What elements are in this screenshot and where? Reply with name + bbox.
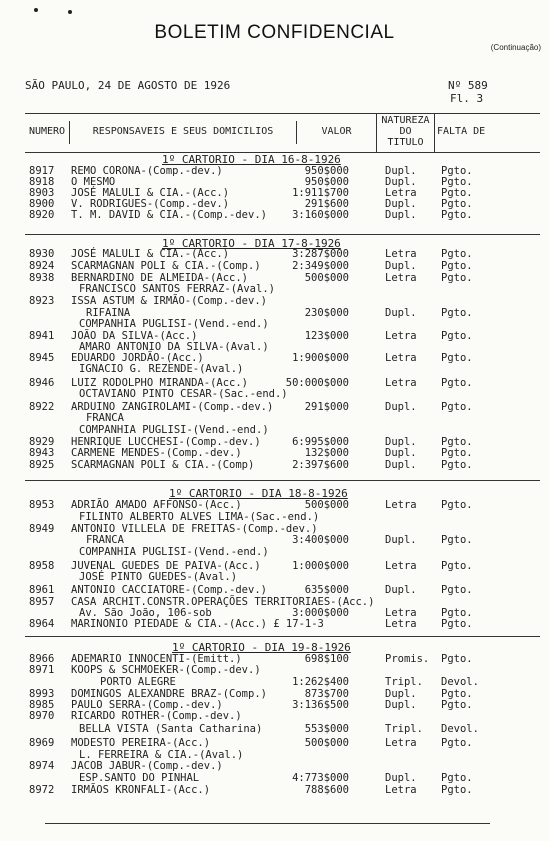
entry-reason: Pgto. [441, 607, 473, 619]
entry-responsible: EDUARDO JORDÃO-(Acc.) [71, 352, 204, 364]
entry-value: 3:136$500 [292, 699, 349, 711]
entry-reason: Pgto. [441, 307, 473, 319]
entry-value: 950$000 [304, 165, 349, 177]
entry-responsible: MODESTO PEREIRA-(Acc.) [71, 737, 211, 749]
entry-number: 8903 [29, 187, 55, 199]
entry-number: 8971 [29, 664, 55, 676]
entry-number: 8930 [29, 248, 55, 260]
entry-number: 8938 [29, 272, 55, 284]
entry-value: 230$000 [304, 307, 349, 319]
entry-number: 8925 [29, 459, 55, 471]
entry-number: 8924 [29, 260, 55, 272]
entry-reason: Pgto. [441, 198, 473, 210]
entry-reason: Pgto. [441, 187, 473, 199]
entry-reason: Pgto. [441, 330, 473, 342]
entry-nature: Letra [385, 784, 417, 796]
entry-nature: Letra [385, 377, 417, 389]
entry-value: 3:000$000 [292, 607, 349, 619]
entry-number: 8941 [29, 330, 55, 342]
entry-responsible: JUVENAL GUEDES DE PAIVA-(Acc.) [71, 560, 261, 572]
section-heading: 1º CARTORIO - DIA 19-8-1926 [172, 641, 351, 654]
entry-reason: Pgto. [441, 534, 473, 546]
section-heading: 1º CARTORIO - DIA 18-8-1926 [169, 487, 348, 500]
entry-responsible: O MESMO [71, 176, 116, 188]
entry-value: 950$000 [304, 176, 349, 188]
entry-responsible: COMPANHIA PUGLISI-(Vend.-end.) [79, 546, 269, 558]
entry-responsible: RICARDO ROTHER-(Comp.-dev.) [71, 710, 242, 722]
entry-responsible: V. RODRIGUES-(Comp.-dev.) [71, 198, 230, 210]
entry-responsible: ANTONIO VILLELA DE FREITAS-(Comp.-dev.) [71, 523, 318, 535]
entry-nature: Letra [385, 187, 417, 199]
entry-nature: Dupl. [385, 688, 417, 700]
entry-reason: Pgto. [441, 165, 473, 177]
entry-responsible: ADRIÃO AMADO AFFONSO-(Acc.) [71, 499, 242, 511]
entry-responsible: AMARO ANTONIO DA SILVA-(Aval.) [79, 341, 269, 353]
entry-responsible: ADEMARIO INNOCENTI-(Emitt.) [71, 653, 242, 665]
entry-nature: Dupl. [385, 584, 417, 596]
entry-nature: Promis. [385, 653, 430, 665]
entry-reason: Pgto. [441, 209, 473, 221]
entry-value: 2:397$600 [292, 459, 349, 471]
entry-value: 291$000 [304, 401, 349, 413]
entry-value: 2:349$000 [292, 260, 349, 272]
header-top-rule [25, 113, 540, 114]
entry-responsible: ARDUINO ZANGIROLAMI-(Comp.-dev.) [71, 401, 274, 413]
entry-responsible: JOÃO DA SILVA-(Acc.) [71, 330, 198, 342]
entry-responsible: Av. São João, 106-sob [79, 607, 212, 619]
entry-reason: Pgto. [441, 737, 473, 749]
entry-reason: Pgto. [441, 377, 473, 389]
entry-value: 788$600 [304, 784, 349, 796]
entry-number: 8953 [29, 499, 55, 511]
entry-number: 8922 [29, 401, 55, 413]
entry-reason: Pgto. [441, 459, 473, 471]
entry-nature: Dupl. [385, 436, 417, 448]
entry-nature: Dupl. [385, 534, 417, 546]
entry-reason: Pgto. [441, 618, 473, 630]
entry-reason: Pgto. [441, 784, 473, 796]
entry-value: 4:773$000 [292, 772, 349, 784]
column-header-valor: VALOR [321, 126, 352, 137]
entry-value: 1:000$000 [292, 560, 349, 572]
entry-nature: Tripl. [385, 676, 423, 688]
entry-reason: Pgto. [441, 499, 473, 511]
entry-number: 8929 [29, 436, 55, 448]
entry-responsible: SCARMAGNAN POLI & CIA.-(Comp) [71, 459, 255, 471]
entry-value: 6:995$000 [292, 436, 349, 448]
entry-reason: Pgto. [441, 560, 473, 572]
entry-value: 698$100 [304, 653, 349, 665]
entry-responsible: JOSÉ PINTO GUEDES-(Aval.) [79, 571, 238, 583]
entry-nature: Letra [385, 352, 417, 364]
entry-responsible: COMPANHIA PUGLISI-(Vend.-end.) [79, 424, 269, 436]
entry-nature: Tripl. [385, 723, 423, 735]
entry-value: 3:160$000 [292, 209, 349, 221]
entry-nature: Dupl. [385, 447, 417, 459]
entry-value: 635$000 [304, 584, 349, 596]
entry-responsible: MARINONIO PIEDADE & CIA.-(Acc.) £ 17-1-3 [71, 618, 324, 630]
entry-responsible: HENRIQUE LUCCHESI-(Comp.-dev.) [71, 436, 261, 448]
entry-reason: Pgto. [441, 248, 473, 260]
entry-nature: Dupl. [385, 209, 417, 221]
entry-reason: Pgto. [441, 772, 473, 784]
entry-reason: Pgto. [441, 352, 473, 364]
entry-value: 500$000 [304, 499, 349, 511]
entry-number: 8900 [29, 198, 55, 210]
entry-number: 8923 [29, 295, 55, 307]
entry-responsible: IRMÃOS KRONFALI-(Acc.) [71, 784, 211, 796]
entry-responsible: CASA ARCHIT.CONSTR.OPERAÇÕES TERRITORIAES-(Acc.) [71, 596, 375, 608]
entry-nature: Letra [385, 737, 417, 749]
entry-value: 500$000 [304, 272, 349, 284]
continuation-note: (Continuação) [490, 43, 541, 52]
entry-nature: Letra [385, 560, 417, 572]
entry-value: 1:262$400 [292, 676, 349, 688]
section-divider-rule [25, 636, 540, 637]
entry-reason: Pgto. [441, 436, 473, 448]
entry-responsible: IGNACIO G. REZENDE-(Aval.) [79, 363, 244, 375]
entry-responsible: FILINTO ALBERTO ALVES LIMA-(Sac.-end.) [79, 511, 320, 523]
entry-responsible: ISSA ASTUM & IRMÃO-(Comp.-dev.) [71, 295, 267, 307]
entry-number: 8946 [29, 377, 55, 389]
ink-dot [34, 8, 38, 12]
entry-number: 8985 [29, 699, 55, 711]
entry-reason: Pgto. [441, 653, 473, 665]
entry-nature: Letra [385, 618, 417, 630]
ink-dot [68, 10, 72, 14]
entry-reason: Devol. [441, 723, 479, 735]
sheet-number: Fl. 3 [450, 92, 484, 105]
entry-value: 50:000$000 [285, 377, 349, 389]
entry-responsible: FRANCA [86, 412, 124, 424]
entry-nature: Dupl. [385, 176, 417, 188]
entry-responsible: FRANCISCO SANTOS FERRAZ-(Aval.) [79, 283, 275, 295]
entry-responsible: CARMENE MENDES-(Comp.-dev.) [71, 447, 242, 459]
entry-number: 8917 [29, 165, 55, 177]
column-header-natureza [377, 115, 434, 148]
entry-responsible: LUIZ RODOLPHO MIRANDA-(Acc.) [71, 377, 249, 389]
bulletin-number-block [448, 79, 488, 105]
entry-value: 873$700 [304, 688, 349, 700]
entry-nature: Dupl. [385, 401, 417, 413]
entry-reason: Pgto. [441, 584, 473, 596]
entry-responsible: SCARMAGNAN POLI & CIA.-(Comp.) [71, 260, 261, 272]
entry-responsible: FRANCA [86, 534, 124, 546]
entry-nature: Letra [385, 607, 417, 619]
entry-value: 291$600 [304, 198, 349, 210]
entry-number: 8958 [29, 560, 55, 572]
bottom-rule [45, 823, 490, 824]
column-header-falta: FALTA DE [437, 126, 486, 137]
entry-responsible: ANTONIO CACCIATORE-(Comp.-dev.) [71, 584, 267, 596]
entry-number: 8970 [29, 710, 55, 722]
entry-value: 500$000 [304, 737, 349, 749]
entry-responsible: REMO CORONA-(Comp.-dev.) [71, 165, 223, 177]
entry-responsible: DOMINGOS ALEXANDRE BRAZ-(Comp.) [71, 688, 267, 700]
entry-number: 8943 [29, 447, 55, 459]
entry-value: 3:287$000 [292, 248, 349, 260]
entry-nature: Dupl. [385, 165, 417, 177]
entry-responsible: T. M. DAVID & CIA.-(Comp.-dev.) [71, 209, 267, 221]
entry-number: 8974 [29, 760, 55, 772]
entry-number: 8918 [29, 176, 55, 188]
entry-reason: Pgto. [441, 699, 473, 711]
entry-responsible: JOSÉ MALULI & CIA.-(Acc.) [71, 248, 230, 260]
entry-number: 8969 [29, 737, 55, 749]
column-header-responsaveis: RESPONSAVEIS E SEUS DOMICILIOS [92, 126, 274, 137]
section-heading: 1º CARTORIO - DIA 17-8-1926 [162, 237, 341, 250]
entry-nature: Dupl. [385, 459, 417, 471]
entry-nature: Dupl. [385, 260, 417, 272]
entry-responsible: OCTAVIANO PINTO CESAR-(Sac.-end.) [79, 388, 288, 400]
entry-number: 8993 [29, 688, 55, 700]
entry-nature: Letra [385, 330, 417, 342]
entry-number: 8964 [29, 618, 55, 630]
entry-nature: Letra [385, 272, 417, 284]
entry-number: 8949 [29, 523, 55, 535]
section-divider-rule [25, 480, 540, 481]
section-heading: 1º CARTORIO - DIA 16-8-1926 [162, 153, 341, 166]
entry-number: 8945 [29, 352, 55, 364]
entry-responsible: JACOB JABUR-(Comp.-dev.) [71, 760, 223, 772]
entry-responsible: COMPANHIA PUGLISI-(Vend.-end.) [79, 318, 269, 330]
document-title: BOLETIM CONFIDENCIAL [154, 22, 395, 43]
entry-responsible: PORTO ALEGRE [100, 676, 176, 688]
entry-value: 132$000 [304, 447, 349, 459]
entry-reason: Pgto. [441, 176, 473, 188]
column-divider [434, 113, 435, 152]
entry-reason: Pgto. [441, 688, 473, 700]
entry-responsible: PAULO SERRA-(Comp.-dev.) [71, 699, 223, 711]
entry-nature: Dupl. [385, 772, 417, 784]
natureza-line-1: NATUREZA [381, 115, 430, 126]
entry-number: 8920 [29, 209, 55, 221]
section-divider-rule [25, 234, 540, 235]
natureza-line-3: TITULO [387, 137, 424, 148]
entry-value: 3:400$000 [292, 534, 349, 546]
entry-responsible: JOSÉ MALULI & CIA.-(Acc.) [71, 187, 230, 199]
entry-nature: Dupl. [385, 307, 417, 319]
entry-responsible: RIFAINA [86, 307, 131, 319]
column-header-numero: NUMERO [28, 126, 66, 137]
entry-responsible: KOOPS & SCHMOEKER-(Comp.-dev.) [71, 664, 261, 676]
entry-reason: Pgto. [441, 272, 473, 284]
entry-number: 8961 [29, 584, 55, 596]
entry-reason: Pgto. [441, 447, 473, 459]
entry-responsible: BERNARDINO DE ALMEIDA-(Acc.) [71, 272, 249, 284]
entry-responsible: L. FERREIRA & CIA.-(Aval.) [79, 749, 244, 761]
entry-responsible: ESP.SANTO DO PINHAL [79, 772, 200, 784]
bulletin-number: Nº 589 [448, 79, 488, 92]
entry-value: 553$000 [304, 723, 349, 735]
entry-nature: Letra [385, 499, 417, 511]
entry-number: 8966 [29, 653, 55, 665]
entry-value: 1:900$000 [292, 352, 349, 364]
entry-reason: Pgto. [441, 401, 473, 413]
entry-reason: Pgto. [441, 260, 473, 272]
dateline: SÃO PAULO, 24 DE AGOSTO DE 1926 [25, 79, 231, 92]
entry-nature: Letra [385, 248, 417, 260]
natureza-line-2: DO [399, 126, 412, 137]
entry-nature: Dupl. [385, 198, 417, 210]
entry-number: 8972 [29, 784, 55, 796]
entry-value: 123$000 [304, 330, 349, 342]
entry-nature: Dupl. [385, 699, 417, 711]
entry-responsible: BELLA VISTA (Santa Catharina) [79, 723, 263, 735]
entry-value: 1:911$700 [292, 187, 349, 199]
entry-reason: Devol. [441, 676, 479, 688]
entry-number: 8957 [29, 596, 55, 608]
